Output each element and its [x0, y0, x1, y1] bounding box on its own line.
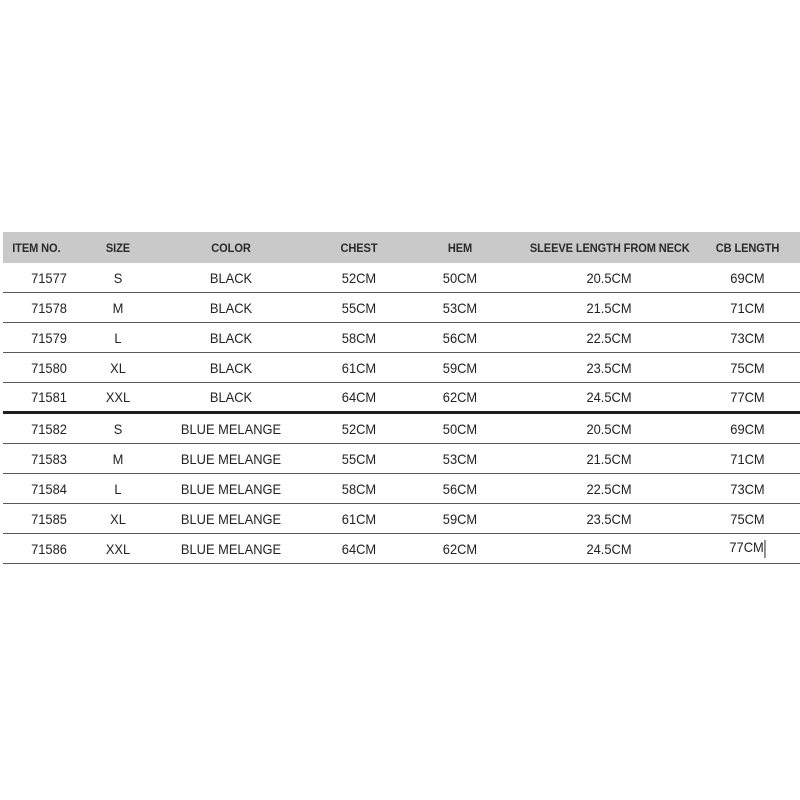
cell-chest: 52CM: [341, 269, 377, 286]
cell-hem: 56CM: [442, 480, 478, 497]
cell-sleeve-length: 24.5CM: [586, 389, 632, 405]
header-item-no: ITEM NO.: [12, 240, 61, 255]
cell-chest: 64CM: [341, 389, 377, 405]
table-header-row: [3, 232, 800, 263]
cell-chest: 61CM: [341, 510, 377, 527]
header-color: COLOR: [211, 240, 251, 255]
cell-sleeve-length: 21.5CM: [586, 450, 632, 467]
table-row: [3, 383, 800, 414]
text-cursor: [765, 540, 766, 558]
cell-cb-length: 71CM: [730, 450, 765, 467]
cell-size: XXL: [105, 540, 131, 557]
cell-sleeve-length: 20.5CM: [586, 269, 632, 286]
cell-chest: 58CM: [341, 480, 377, 497]
cell-hem: 50CM: [442, 269, 478, 286]
header-size: SIZE: [105, 240, 131, 255]
cell-hem: 53CM: [442, 299, 478, 316]
cell-sleeve-length: 24.5CM: [586, 540, 632, 557]
cell-cb-length: 75CM: [730, 359, 765, 376]
cell-chest: 64CM: [341, 540, 377, 557]
cell-color: BLUE MELANGE: [180, 420, 282, 437]
table-row: [3, 534, 800, 564]
table-row: [3, 323, 800, 353]
header-chest: CHEST: [340, 240, 378, 255]
cell-hem: 56CM: [442, 329, 478, 346]
cell-cb-length: 75CM: [730, 510, 765, 527]
cell-cb-length: 77CM: [730, 389, 765, 405]
cell-sleeve-length: 21.5CM: [586, 299, 632, 316]
cell-size: M: [112, 299, 124, 316]
cell-cb-length: 69CM: [730, 420, 765, 437]
cell-sleeve-length: 20.5CM: [586, 420, 632, 437]
cell-color: BLACK: [209, 329, 253, 346]
cell-hem: 59CM: [442, 510, 478, 527]
cell-cb-length: 69CM: [730, 269, 765, 286]
cell-color: BLACK: [209, 299, 253, 316]
cell-color: BLUE MELANGE: [180, 510, 282, 527]
table-row: [3, 444, 800, 474]
cell-item-no: 71586: [31, 540, 67, 557]
header-sleeve-length: SLEEVE LENGTH FROM NECK: [529, 240, 690, 255]
cell-item-no: 71580: [31, 359, 67, 376]
cell-item-no: 71584: [31, 480, 67, 497]
cell-hem: 53CM: [442, 450, 478, 467]
cell-color: BLACK: [209, 269, 253, 286]
cell-sleeve-length: 23.5CM: [586, 510, 632, 527]
table-row: [3, 263, 800, 293]
cell-size: L: [114, 480, 122, 497]
cell-color: BLUE MELANGE: [180, 450, 282, 467]
cell-cb-length: 73CM: [730, 480, 765, 497]
cell-cb-length: 77CM: [729, 539, 764, 556]
cell-item-no: 71583: [31, 450, 67, 467]
cell-color: BLACK: [209, 389, 253, 405]
cell-sleeve-length: 23.5CM: [586, 359, 632, 376]
table-row: [3, 414, 800, 444]
cell-sleeve-length: 22.5CM: [586, 480, 632, 497]
cell-cb-length-with-cursor: [699, 539, 796, 557]
cell-hem: 59CM: [442, 359, 478, 376]
cell-cb-length: 71CM: [730, 299, 765, 316]
cell-item-no: 71585: [31, 510, 67, 527]
cell-color: BLUE MELANGE: [180, 540, 282, 557]
cell-size: XL: [110, 359, 126, 376]
cell-item-no: 71579: [31, 329, 67, 346]
header-cb-length: CB LENGTH: [715, 240, 780, 255]
cell-hem: 62CM: [442, 389, 478, 405]
cell-color: BLUE MELANGE: [180, 480, 282, 497]
cell-size: XL: [110, 510, 126, 527]
cell-chest: 52CM: [341, 420, 377, 437]
cell-item-no: 71582: [31, 420, 67, 437]
cell-chest: 55CM: [341, 450, 377, 467]
size-chart-table: [3, 232, 800, 564]
cell-cb-length: 73CM: [730, 329, 765, 346]
cell-chest: 61CM: [341, 359, 377, 376]
cell-hem: 50CM: [442, 420, 478, 437]
header-hem: HEM: [447, 240, 473, 255]
cell-hem: 62CM: [442, 540, 478, 557]
cell-size: XXL: [105, 389, 131, 405]
cell-chest: 58CM: [341, 329, 377, 346]
cell-chest: 55CM: [341, 299, 377, 316]
cell-item-no: 71578: [31, 299, 67, 316]
cell-size: L: [114, 329, 122, 346]
cell-sleeve-length: 22.5CM: [586, 329, 632, 346]
cell-item-no: 71577: [31, 269, 67, 286]
table-row: [3, 353, 800, 383]
cell-color: BLACK: [209, 359, 253, 376]
cell-item-no: 71581: [31, 389, 67, 405]
cell-size: M: [112, 450, 124, 467]
table-row: [3, 474, 800, 504]
table-row: [3, 293, 800, 323]
cell-size: S: [113, 420, 123, 437]
table-row: [3, 504, 800, 534]
cell-size: S: [113, 269, 123, 286]
